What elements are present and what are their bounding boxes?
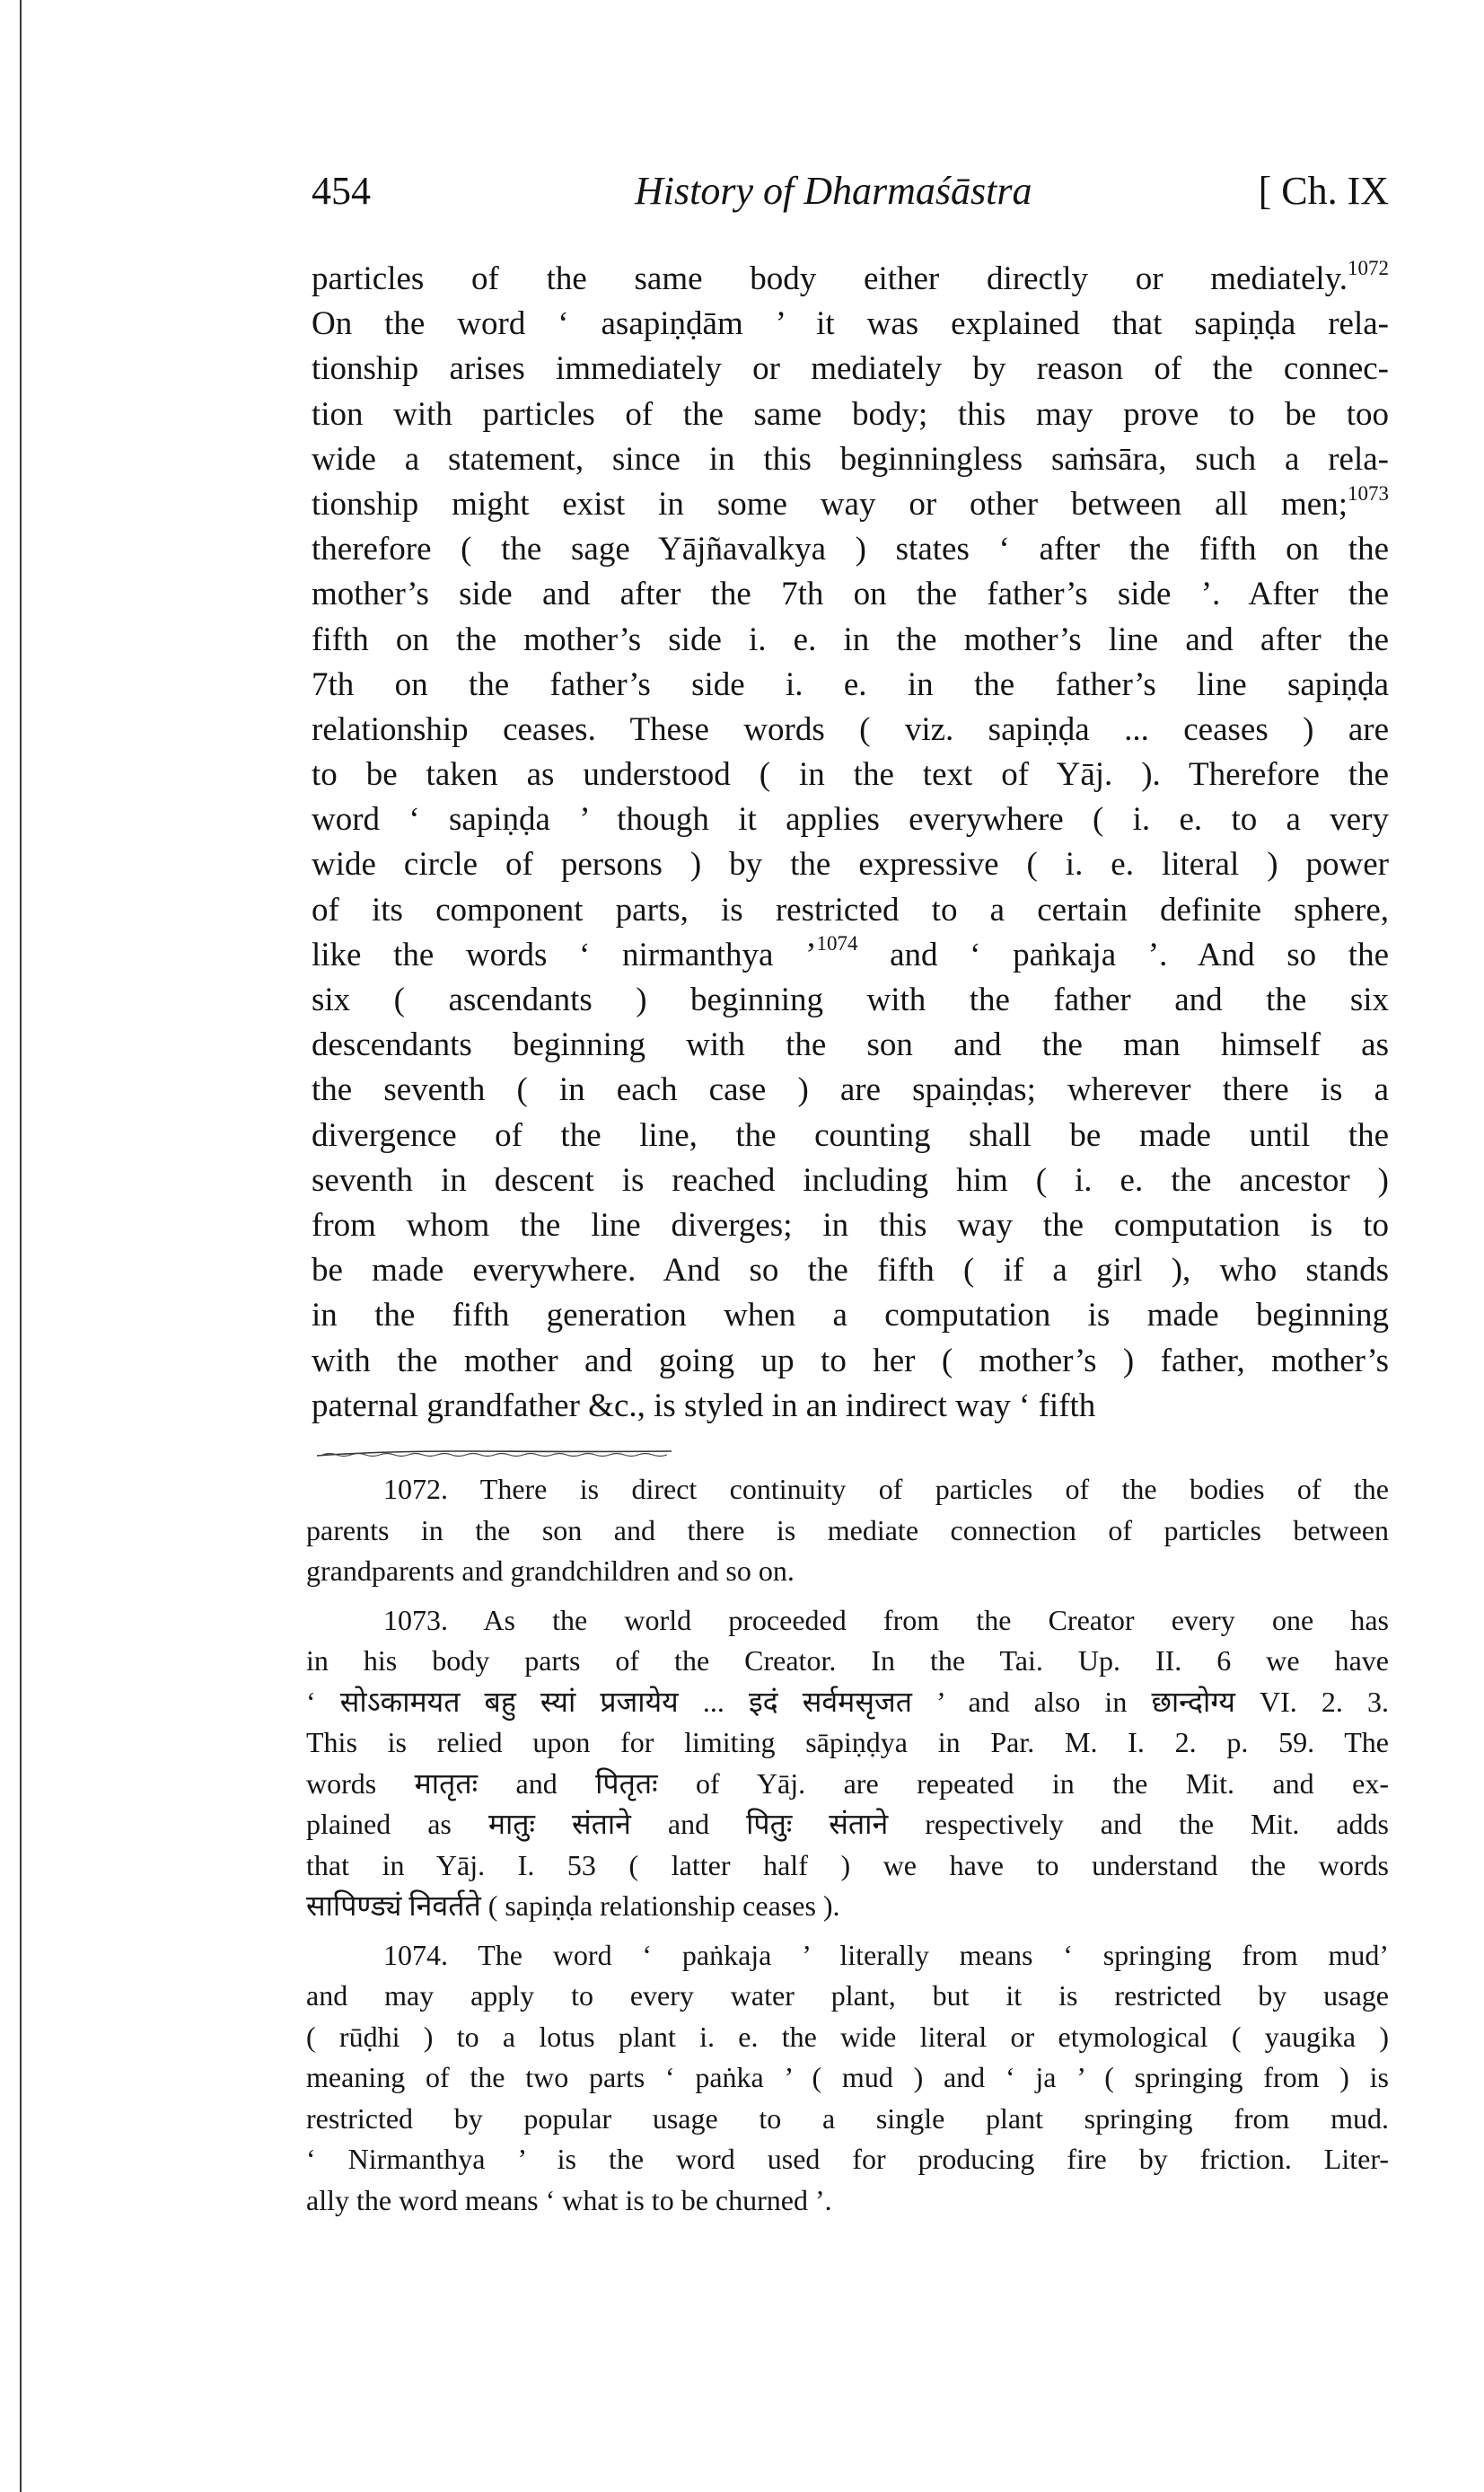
footnote-ref-1074: 1074 bbox=[816, 932, 858, 955]
body-line: relationship ceases. These words ( viz. sapiṇḍa ... ceases ) are bbox=[312, 710, 1389, 748]
body-line: descendants beginning with the son and the man himself as bbox=[312, 1026, 1389, 1064]
body-line: wide circle of persons ) by the expressive ( i. e. literal ) power bbox=[312, 846, 1389, 884]
body-line: wide a statement, since in this beginningless saṁsāra, such a rela- bbox=[312, 440, 1389, 478]
main-body-text bbox=[312, 257, 1389, 1429]
body-line: divergence of the line, the counting shall be made until the bbox=[312, 1116, 1389, 1154]
body-line: 7th on the father’s side i. e. in the father’s line sapiṇḍa bbox=[312, 665, 1389, 703]
footnote-ref-1073: 1073 bbox=[1348, 481, 1389, 505]
body-line-text: tionship might exist in some way or other between all men; bbox=[312, 485, 1348, 523]
scan-edge-line bbox=[20, 0, 22, 2492]
footnote-1074-line: ‘ Nirmanthya ’ is the word used for producing fire by friction. Liter- bbox=[306, 2143, 1389, 2175]
footnote-1073-line: ‘ सोऽकामयत बहु स्यां प्रजायेय ... इदं सर्वमसृजत ’ and also in छान्दोग्य VI. 2. 3. bbox=[306, 1685, 1389, 1718]
body-line: On the word ‘ asapiṇḍām ’ it was explained that sapiṇḍa rela- bbox=[312, 305, 1389, 343]
footnote-1073-line: in his body parts of the Creator. In the Tai. Up. II. 6 we have bbox=[306, 1644, 1389, 1677]
footnote-1074-line: restricted by popular usage to a single plant springing from mud. bbox=[306, 2101, 1389, 2135]
footnote-1072-line: parents in the son and there is mediate connection of particles between bbox=[306, 1513, 1389, 1546]
footnotes bbox=[306, 1469, 1389, 2221]
body-line-text: particles of the same body either directly or mediately. bbox=[312, 260, 1348, 297]
footnote-separator-rule bbox=[317, 1448, 672, 1458]
body-line: tion with particles of the same body; this may prove to be too bbox=[312, 395, 1389, 433]
body-line: of its component parts, is restricted to a certain definite sphere, bbox=[312, 891, 1389, 929]
body-line: in the fifth generation when a computation is made beginning bbox=[312, 1297, 1389, 1334]
footnote-1072-line: 1072. There is direct continuity of particles of the bodies of the bbox=[383, 1473, 1389, 1505]
footnote-1073-line: This is relied upon for limiting sāpiṇḍya in Par. M. I. 2. p. 59. The bbox=[306, 1726, 1389, 1758]
body-line: mother’s side and after the 7th on the father’s side ’. After the bbox=[312, 576, 1389, 613]
body-line-tail: and ‘ paṅkaja ’. And so the bbox=[857, 936, 1389, 973]
footnote-1074-line: ally the word means ‘ what is to be churned ’. bbox=[306, 2183, 832, 2216]
footnote-1074-line: ( rūḍhi ) to a lotus plant i. e. the wide literal or etymological ( yaugika ) bbox=[306, 2020, 1389, 2053]
body-line: therefore ( the sage Yājñavalkya ) states ‘ after the fifth on the bbox=[312, 531, 1389, 568]
body-line: word ‘ sapiṇḍa ’ though it applies everywhere ( i. e. to a very bbox=[312, 801, 1389, 839]
body-line: to be taken as understood ( in the text of Yāj. ). Therefore the bbox=[312, 756, 1389, 794]
body-line bbox=[312, 257, 1389, 302]
footnote-1074-line: and may apply to every water plant, but it is restricted by usage bbox=[306, 1979, 1389, 2012]
footnote-1074-line: 1074. The word ‘ paṅkaja ’ literally means ‘ springing from mud’ bbox=[383, 1938, 1389, 1971]
footnote-1073-line: that in Yāj. I. 53 ( latter half ) we have to understand the words bbox=[306, 1848, 1389, 1881]
footnote-ref-1072: 1072 bbox=[1348, 256, 1389, 279]
chapter-label: [ Ch. IX bbox=[1258, 169, 1389, 213]
body-line: tionship arises immediately or mediately by reason of the connec- bbox=[312, 350, 1389, 388]
footnote-1072-line: grandparents and grandchildren and so on. bbox=[306, 1554, 795, 1587]
body-line: seventh in descent is reached including him ( i. e. the ancestor ) bbox=[312, 1161, 1389, 1199]
body-line bbox=[312, 933, 1389, 978]
footnote-1074-line: meaning of the two parts ‘ paṅka ’ ( mud ) and ‘ ja ’ ( springing from ) is bbox=[306, 2061, 1389, 2093]
running-header bbox=[312, 168, 1389, 222]
page-number: 454 bbox=[312, 169, 371, 213]
footnote-1073-line: सापिण्ड्यं निवर्तते ( sapiṇḍa relationship ceases ). bbox=[306, 1889, 840, 1922]
footnote-1073-line: plained as मातुः संताने and पितुः संताने respectively and the Mit. adds bbox=[306, 1808, 1389, 1840]
body-line: paternal grandfather &c., is styled in an indirect way ‘ fifth bbox=[312, 1387, 1096, 1424]
running-title: History of Dharmaśāstra bbox=[635, 169, 1032, 213]
body-line: from whom the line diverges; in this way the computation is to bbox=[312, 1206, 1389, 1244]
footnote-1073-line: words मातृतः and पितृतः of Yāj. are repeated in the Mit. and ex- bbox=[306, 1766, 1389, 1800]
body-line: six ( ascendants ) beginning with the father and the six bbox=[312, 982, 1389, 1018]
body-line: the seventh ( in each case ) are spaiṇḍas; wherever there is a bbox=[312, 1071, 1389, 1109]
body-line: be made everywhere. And so the fifth ( if a girl ), who stands bbox=[312, 1252, 1389, 1290]
body-line bbox=[312, 482, 1389, 527]
body-line: fifth on the mother’s side i. e. in the mother’s line and after the bbox=[312, 621, 1389, 658]
body-line: with the mother and going up to her ( mother’s ) father, mother’s bbox=[312, 1342, 1389, 1379]
body-line-text: like the words ‘ nirmanthya ’ bbox=[312, 936, 817, 973]
footnote-1073-line: 1073. As the world proceeded from the Creator every one has bbox=[383, 1603, 1389, 1636]
